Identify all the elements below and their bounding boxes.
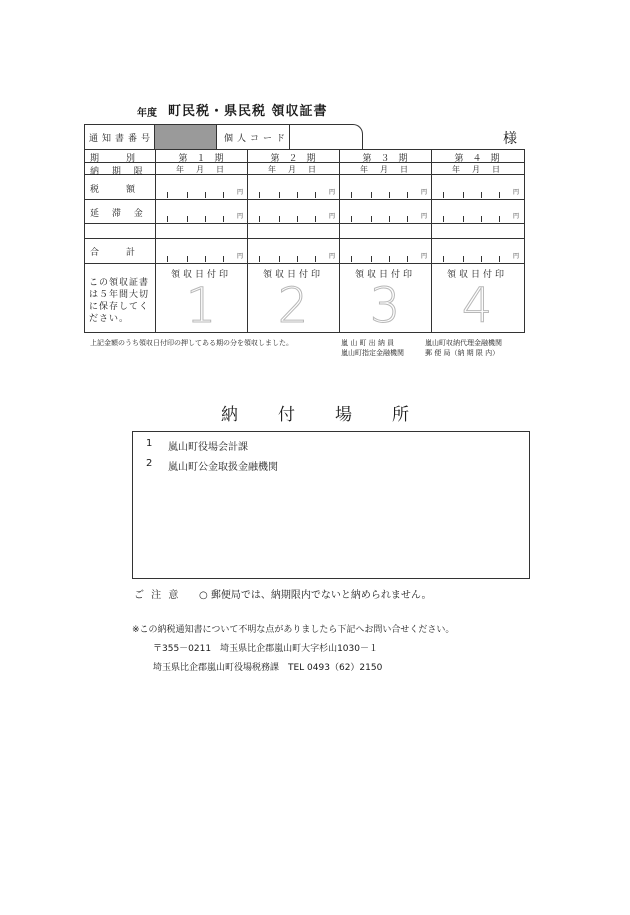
place-item-name: 嵐山町公金取扱金融機関	[168, 462, 278, 473]
digit-tick	[499, 216, 500, 222]
digit-tick	[351, 192, 352, 198]
yen-mark: 円	[421, 253, 428, 260]
label-period: 期 別	[90, 154, 139, 164]
notice-number-field	[154, 125, 216, 149]
digit-tick	[371, 256, 372, 262]
sama-honorific: 様	[503, 131, 517, 147]
place-item-num: 2	[146, 458, 153, 469]
title-char: 付	[278, 405, 295, 425]
yen-mark: 円	[237, 213, 244, 220]
period-label: 第 ４ 期	[454, 154, 500, 164]
issuer-designated-bank: 嵐山町指定金融機関	[341, 349, 404, 357]
deadline-date: 年 月 日	[176, 165, 226, 174]
yen-mark: 円	[237, 253, 244, 260]
inquiry-address: 〒355－0211 埼玉県比企郡嵐山町大字杉山1030－１	[153, 644, 378, 654]
digit-tick	[279, 192, 280, 198]
notice-text: ○ 郵便局では、納期限内でないと納められません。	[199, 590, 432, 601]
digit-tick	[407, 216, 408, 222]
digit-tick	[297, 192, 298, 198]
yen-mark: 円	[421, 213, 428, 220]
fiscal-year-label: 年度	[137, 108, 157, 119]
digit-tick	[371, 216, 372, 222]
digit-tick	[187, 216, 188, 222]
digit-tick	[279, 256, 280, 262]
yen-mark: 円	[513, 189, 520, 196]
label-total: 合 計	[90, 248, 139, 258]
deadline-date: 年 月 日	[452, 165, 502, 174]
yen-mark: 円	[329, 253, 336, 260]
digit-tick	[315, 216, 316, 222]
digit-tick	[315, 192, 316, 198]
digit-tick	[223, 192, 224, 198]
payment-places-title	[0, 400, 630, 425]
stamp-number: 1	[185, 278, 217, 334]
period-label: 第 ２ 期	[270, 154, 316, 164]
digit-tick	[205, 192, 206, 198]
yen-mark: 円	[513, 253, 520, 260]
stamp-label: 領収日付印	[170, 270, 231, 280]
digit-tick	[167, 256, 168, 262]
title-char: 納	[221, 405, 238, 425]
stamp-label: 領収日付印	[354, 270, 415, 280]
digit-tick	[389, 192, 390, 198]
digit-tick	[499, 256, 500, 262]
digit-tick	[463, 216, 464, 222]
deadline-date: 年 月 日	[268, 165, 318, 174]
digit-tick	[351, 216, 352, 222]
label-late-fee: 延 滞 金	[90, 209, 148, 219]
label-keep-note: この領収証書は５年間大切に保存してください。	[89, 278, 150, 324]
personal-code-label: 個人コード	[224, 134, 290, 144]
title-char: 所	[392, 405, 409, 425]
digit-tick	[407, 256, 408, 262]
notice-number-label: 通知書番号	[89, 134, 155, 144]
digit-tick	[499, 192, 500, 198]
place-item-name: 嵐山町役場会計課	[168, 442, 248, 453]
digit-tick	[259, 216, 260, 222]
stamp-label: 領収日付印	[262, 270, 323, 280]
receipt-note: 上記金額のうち領収日付印の押してある期の分を領収しました。	[90, 339, 293, 347]
yen-mark: 円	[329, 189, 336, 196]
digit-tick	[351, 256, 352, 262]
stamp-number: 2	[277, 278, 309, 334]
notice-label: ご 注 意	[134, 590, 181, 601]
issuer-treasurer: 嵐 山 町 出 納 員	[341, 339, 395, 347]
document-title: 町民税・県民税 領収証書	[168, 104, 328, 119]
yen-mark: 円	[237, 189, 244, 196]
digit-tick	[205, 256, 206, 262]
digit-tick	[481, 216, 482, 222]
yen-mark: 円	[329, 213, 336, 220]
digit-tick	[259, 256, 260, 262]
title-char: 場	[335, 405, 352, 425]
label-deadline: 納 期 限	[90, 167, 148, 177]
deadline-date: 年 月 日	[360, 165, 410, 174]
place-item-num: 1	[146, 438, 153, 449]
digit-tick	[389, 216, 390, 222]
digit-tick	[481, 256, 482, 262]
label-tax-amount: 税 額	[90, 185, 139, 195]
stamp-number: 3	[369, 278, 401, 334]
digit-tick	[389, 256, 390, 262]
digit-tick	[297, 256, 298, 262]
digit-tick	[187, 192, 188, 198]
digit-tick	[223, 256, 224, 262]
digit-tick	[463, 192, 464, 198]
digit-tick	[279, 216, 280, 222]
digit-tick	[407, 192, 408, 198]
inquiry-office: 埼玉県比企郡嵐山町役場税務課 TEL 0493（62）2150	[153, 663, 383, 673]
issuer-post-office: 郵 便 局（納 期 限 内）	[425, 349, 500, 357]
stamp-label: 領収日付印	[446, 270, 507, 280]
digit-tick	[297, 216, 298, 222]
digit-tick	[167, 192, 168, 198]
digit-tick	[223, 216, 224, 222]
digit-tick	[443, 256, 444, 262]
digit-tick	[443, 192, 444, 198]
digit-tick	[443, 216, 444, 222]
stamp-number: 4	[461, 278, 493, 334]
digit-tick	[259, 192, 260, 198]
digit-tick	[167, 216, 168, 222]
period-label: 第 １ 期	[178, 154, 224, 164]
digit-tick	[463, 256, 464, 262]
issuer-agent-bank: 嵐山町収納代理金融機関	[425, 339, 502, 347]
yen-mark: 円	[513, 213, 520, 220]
yen-mark: 円	[421, 189, 428, 196]
digit-tick	[205, 216, 206, 222]
digit-tick	[187, 256, 188, 262]
digit-tick	[371, 192, 372, 198]
digit-tick	[315, 256, 316, 262]
payment-places-box	[132, 431, 530, 579]
inquiry-lead: ※この納税通知書について不明な点がありましたら下記へお問い合せください。	[132, 625, 455, 635]
period-label: 第 ３ 期	[362, 154, 408, 164]
digit-tick	[481, 192, 482, 198]
